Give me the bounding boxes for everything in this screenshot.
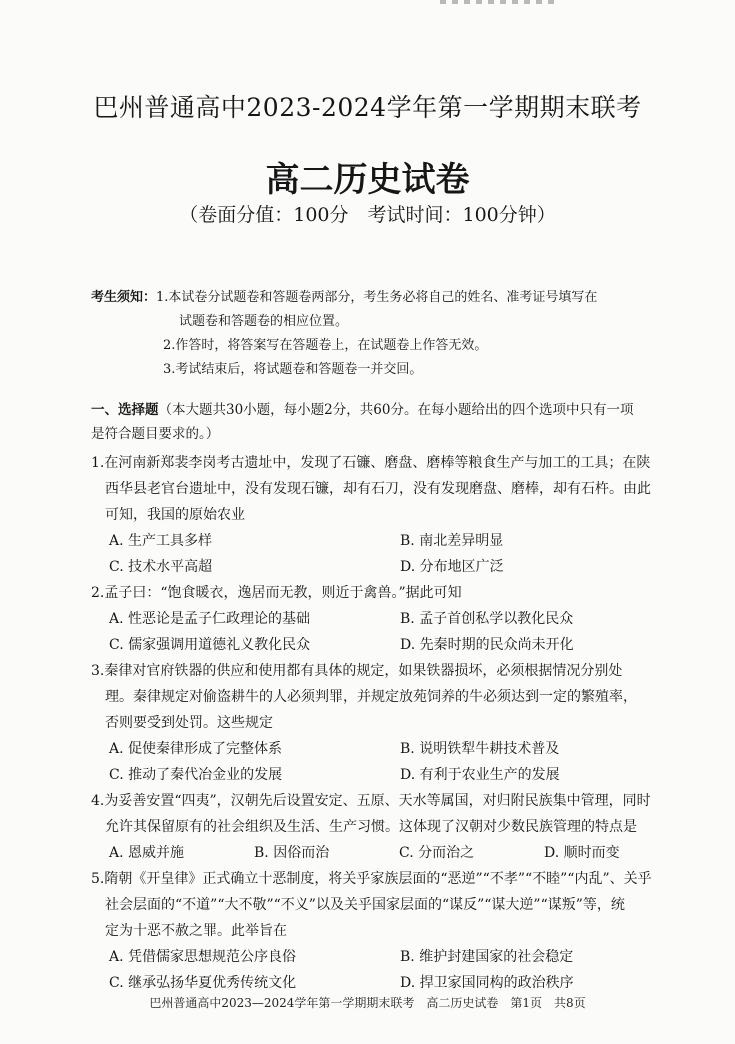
options-row bbox=[91, 554, 691, 580]
options-row bbox=[91, 762, 691, 788]
option-a: A. 性恶论是孟子仁政理论的基础 bbox=[109, 611, 311, 627]
question-stem bbox=[91, 450, 691, 528]
option-a: A. 促使秦律形成了完整体系 bbox=[109, 741, 283, 757]
notice-line-3: 2.作答时，将答案写在答题卷上，在试题卷上作答无效。 bbox=[163, 338, 488, 353]
option-b: B. 因俗而治 bbox=[254, 845, 330, 861]
options-row bbox=[91, 736, 691, 762]
stem-line: 3.秦律对官府铁器的供应和使用都有具体的规定，如果铁器损坏，必须根据情况分别处 bbox=[91, 663, 623, 679]
paper-title: 高二历史试卷 bbox=[265, 160, 470, 200]
option-c: C. 继承弘扬华夏优秀传统文化 bbox=[109, 975, 297, 991]
question-5 bbox=[91, 866, 691, 996]
option-d: D. 先秦时期的民众尚未开化 bbox=[400, 637, 574, 653]
notice-line-2: 试题卷和答题卷的相应位置。 bbox=[179, 314, 349, 329]
notice-line-1 bbox=[91, 286, 691, 310]
stem-line: 4.为妥善安置“四夷”，汉朝先后设置安定、五原、天水等属国，对归附民族集中管理，同时 bbox=[91, 793, 651, 809]
question-2 bbox=[91, 580, 691, 658]
option-b: B. 维护封建国家的社会稳定 bbox=[400, 949, 574, 965]
option-b: B. 说明铁犁牛耕技术普及 bbox=[400, 741, 560, 757]
options-row bbox=[91, 606, 691, 632]
notice-head: 考生须知： bbox=[91, 290, 157, 305]
question-stem bbox=[91, 788, 691, 840]
stem-line: 理。秦律规定对偷盗耕牛的人必须判罪，并规定放苑饲养的牛必须达到一定的繁殖率， bbox=[105, 689, 637, 705]
question-stem bbox=[91, 580, 691, 606]
section-desc-cont: 是符合题目要求的。） bbox=[91, 426, 220, 442]
options-row bbox=[91, 528, 691, 554]
candidate-notice bbox=[91, 286, 691, 382]
question-stem bbox=[91, 658, 691, 736]
question-3 bbox=[91, 658, 691, 788]
question-1 bbox=[91, 450, 691, 580]
top-edge-mark bbox=[440, 0, 560, 4]
stem-line: 可知，我国的原始农业 bbox=[105, 507, 245, 523]
stem-line: 否则要受到处罚。这些规定 bbox=[105, 715, 273, 731]
page-footer: 巴州普通高中2023—2024学年第一学期期末联考 高二历史试卷 第1页 共8页 bbox=[149, 996, 586, 1010]
option-d: D. 顺时而变 bbox=[544, 845, 620, 861]
stem-line: 5.隋朝《开皇律》正式确立十恶制度，将关乎家族层面的“恶逆”“不孝”“不睦”“内乱”、关乎 bbox=[91, 871, 652, 887]
section-desc: （本大题共30小题，每小题2分，共60分。在每小题给出的四个选项中只有一项 bbox=[158, 402, 634, 418]
option-a: A. 凭借儒家思想规范公序良俗 bbox=[109, 949, 297, 965]
option-c: C. 分而治之 bbox=[399, 845, 475, 861]
stem-line: 2.孟子曰：“饱食暖衣，逸居而无教，则近于禽兽。”据此可知 bbox=[91, 585, 462, 601]
notice-item: 1.本试卷分试题卷和答题卷两部分，考生务必将自己的姓名、准考证号填写在 bbox=[156, 290, 598, 305]
exam-info: （卷面分值：100分 考试时间：100分钟） bbox=[179, 204, 556, 226]
options-row bbox=[91, 840, 691, 866]
option-c: C. 推动了秦代冶金业的发展 bbox=[109, 767, 283, 783]
section-heading bbox=[91, 398, 691, 446]
stem-line: 允许其保留原有的社会组织及生活、生产习惯。这体现了汉朝对少数民族管理的特点是 bbox=[105, 819, 637, 835]
option-a: A. 恩威并施 bbox=[109, 845, 185, 861]
section-label: 一、选择题 bbox=[91, 402, 159, 418]
option-b: B. 南北差异明显 bbox=[400, 533, 504, 549]
options-row bbox=[91, 944, 691, 970]
question-4 bbox=[91, 788, 691, 866]
notice-line-4: 3.考试结束后，将试题卷和答题卷一并交回。 bbox=[163, 362, 423, 377]
option-d: D. 分布地区广泛 bbox=[400, 559, 504, 575]
question-list bbox=[91, 450, 691, 996]
stem-line: 定为十恶不赦之罪。此举旨在 bbox=[105, 923, 287, 939]
option-d: D. 有利于农业生产的发展 bbox=[400, 767, 560, 783]
option-a: A. 生产工具多样 bbox=[109, 533, 213, 549]
option-d: D. 捍卫家国同构的政治秩序 bbox=[400, 975, 574, 991]
question-stem bbox=[91, 866, 691, 944]
exam-title: 巴州普通高中2023-2024学年第一学期期末联考 bbox=[93, 93, 642, 122]
stem-line: 西华县老官台遗址中，没有发现石镰，却有石刀，没有发现磨盘、磨棒，却有石杵。由此 bbox=[105, 481, 651, 497]
stem-line: 1.在河南新郑裴李岗考古遗址中，发现了石镰、磨盘、磨棒等粮食生产与加工的工具；在陕 bbox=[91, 455, 651, 471]
option-c: C. 技术水平高超 bbox=[109, 559, 213, 575]
option-b: B. 孟子首创私学以教化民众 bbox=[400, 611, 574, 627]
options-row bbox=[91, 970, 691, 996]
options-row bbox=[91, 632, 691, 658]
option-c: C. 儒家强调用道德礼义教化民众 bbox=[109, 637, 311, 653]
stem-line: 社会层面的“不道”“大不敬”“不义”以及关乎国家层面的“谋反”“谋大逆”“谋叛”等，统 bbox=[105, 897, 625, 913]
